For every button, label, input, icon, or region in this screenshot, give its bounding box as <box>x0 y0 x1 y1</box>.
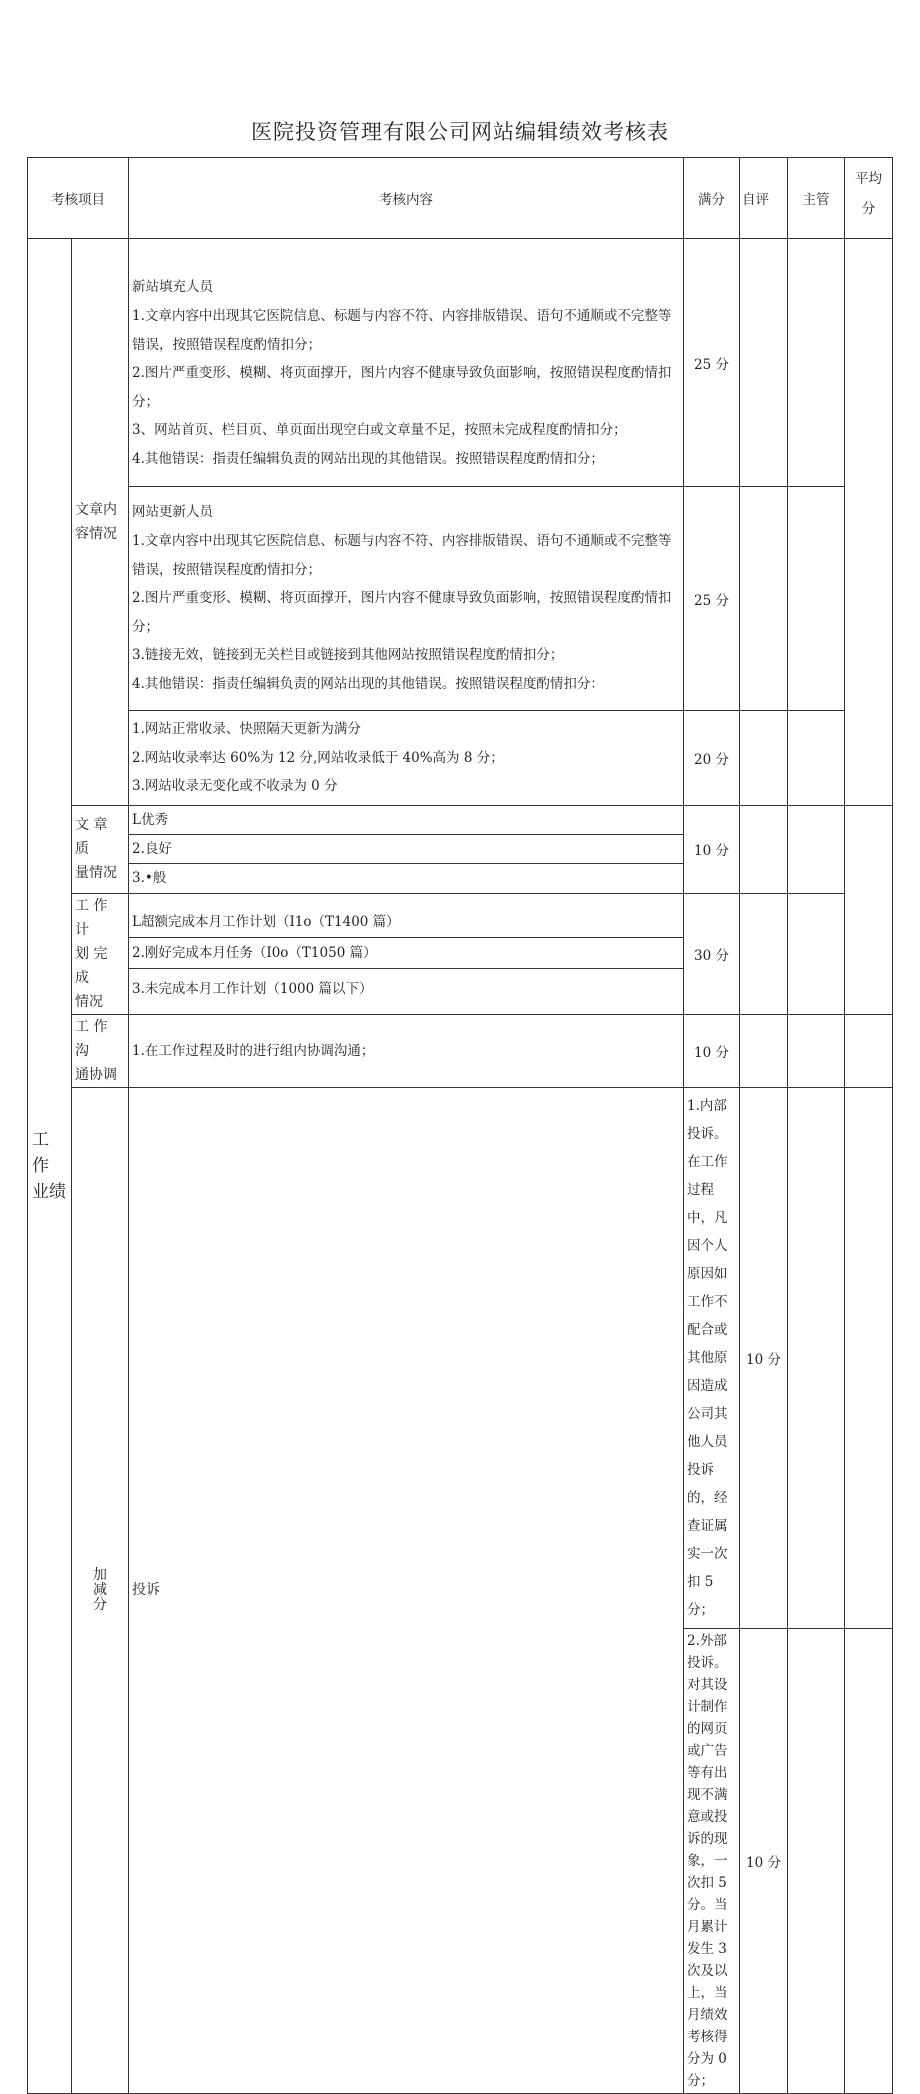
communication-score: 10 分 <box>684 1014 740 1087</box>
header-row <box>28 158 893 239</box>
page-title: 医院投资管理有限公司网站编辑绩效考核表 <box>251 120 669 144</box>
communication-label: 工 作 沟 通协调 <box>72 1014 129 1087</box>
average-cell[interactable] <box>845 805 893 1014</box>
table-row <box>28 1087 893 1628</box>
supervisor-cell[interactable] <box>788 711 845 806</box>
internal-complaint-content: 1.内部投诉。在工作过程中，凡因个人原因如工作不配合或其他原因造成公司其他人员投诉的，经查证属实一次扣 5 分； <box>684 1087 740 1628</box>
average-cell[interactable] <box>845 1014 893 1087</box>
plan-label: 工 作 计 划 完 成 情况 <box>72 893 129 1014</box>
table-row <box>28 487 893 711</box>
update-score: 25 分 <box>684 487 740 711</box>
supervisor-cell[interactable] <box>845 1087 893 1628</box>
quality-item: 2.良好 <box>129 835 683 864</box>
plan-score: 30 分 <box>684 893 740 1014</box>
table-row <box>28 893 893 1014</box>
update-content: 网站更新人员 1.文章内容中出现其它医院信息、标题与内容不符、内容排版错误、语句不通顺或不完整等错误，按照错误程度酌情扣分； 2.图片严重变形、模糊、将页面撑开，图片内容不健康导致负面影响，按照错误程度酌情扣分； 3.链接无效，链接到无关栏目或链接到其他网站按照错误程度酌情扣分； 4.其他错误：指责任编辑负责的网站出现的其他错误。按照错误程度酌情扣分： <box>129 487 684 711</box>
internal-complaint-score: 10 分 <box>740 1087 788 1628</box>
quality-item: 3.•般 <box>132 870 167 887</box>
new-site-score: 25 分 <box>684 239 740 487</box>
self-eval-cell[interactable] <box>740 711 788 806</box>
external-complaint-content: 2.外部投诉。对其设计制作的网页或广告等有出现不满意或投诉的现象，一次扣 5 分。当月累计发生 3 次及以上，当月绩效考核得分为 0 分； <box>684 1628 740 2093</box>
self-eval-cell[interactable] <box>788 1628 845 2093</box>
plan-item: 2.刚好完成本月任务（I0o（T1050 篇） <box>129 938 683 969</box>
header-supervisor: 主管 <box>788 158 845 239</box>
article-content-label: 文章内 容情况 <box>72 239 129 806</box>
header-average-line1: 平均 <box>855 171 882 187</box>
plan-item: L超额完成本月工作计划（I1o（T1400 篇） <box>129 907 683 938</box>
plan-item: 3.未完成本月工作计划（1000 篇以下） <box>132 980 373 997</box>
quality-items <box>129 805 684 893</box>
self-eval-cell[interactable] <box>740 893 788 1014</box>
new-site-content: 新站填充人员 1.文章内容中出现其它医院信息、标题与内容不符、内容排版错误、语句不通顺或不完整等错误，按照错误程度酌情扣分； 2.图片严重变形、模糊、将页面撑开，图片内容不健康导致负面影响，按照错误程度酌情扣分； 3、网站首页、栏目页、单页面出现空白或文章量不足，按照未完成程度酌情扣分； 4.其他错误：指责任编辑负责的网站出现的其他错误。按照错误程度酌情扣分； <box>129 239 684 487</box>
header-average <box>845 158 893 239</box>
self-eval-cell[interactable] <box>740 805 788 893</box>
supervisor-cell[interactable] <box>788 893 845 1014</box>
plan-items <box>129 893 684 1014</box>
supervisor-cell[interactable] <box>788 1014 845 1087</box>
communication-content: 1.在工作过程及时的进行组内协调沟通； <box>129 1014 684 1087</box>
table-row <box>28 239 893 487</box>
header-self-eval: 自评 <box>740 158 788 239</box>
quality-item: L优秀 <box>129 806 683 835</box>
self-eval-cell[interactable] <box>740 1014 788 1087</box>
header-full-score: 满分 <box>684 158 740 239</box>
header-item: 考核项目 <box>28 158 129 239</box>
bonus-label: 加 减 分 <box>72 1087 129 2093</box>
supervisor-cell[interactable] <box>788 239 845 487</box>
indexing-score: 20 分 <box>684 711 740 806</box>
table-row <box>28 711 893 806</box>
external-complaint-score: 10 分 <box>740 1628 788 2093</box>
assessment-table <box>27 157 893 2094</box>
work-performance-label: 工 作 业绩 <box>28 239 72 2094</box>
header-average-line2: 分 <box>861 201 876 217</box>
supervisor-cell[interactable] <box>788 487 845 711</box>
self-eval-cell[interactable] <box>788 1087 845 1628</box>
supervisor-cell[interactable] <box>788 805 845 893</box>
table-row <box>28 805 893 893</box>
indexing-content: 1.网站正常收录、快照隔天更新为满分 2.网站收录率达 60%为 12 分,网站收录低于 40%高为 8 分； 3.网站收录无变化或不收录为 0 分 <box>129 711 684 806</box>
quality-score: 10 分 <box>684 805 740 893</box>
header-content: 考核内容 <box>129 158 684 239</box>
average-cell[interactable] <box>845 239 893 806</box>
quality-label: 文 章 质 量情况 <box>72 805 129 893</box>
self-eval-cell[interactable] <box>740 239 788 487</box>
table-row <box>28 1014 893 1087</box>
supervisor-cell[interactable] <box>845 1628 893 2093</box>
complaint-label: 投诉 <box>129 1087 684 2093</box>
self-eval-cell[interactable] <box>740 487 788 711</box>
